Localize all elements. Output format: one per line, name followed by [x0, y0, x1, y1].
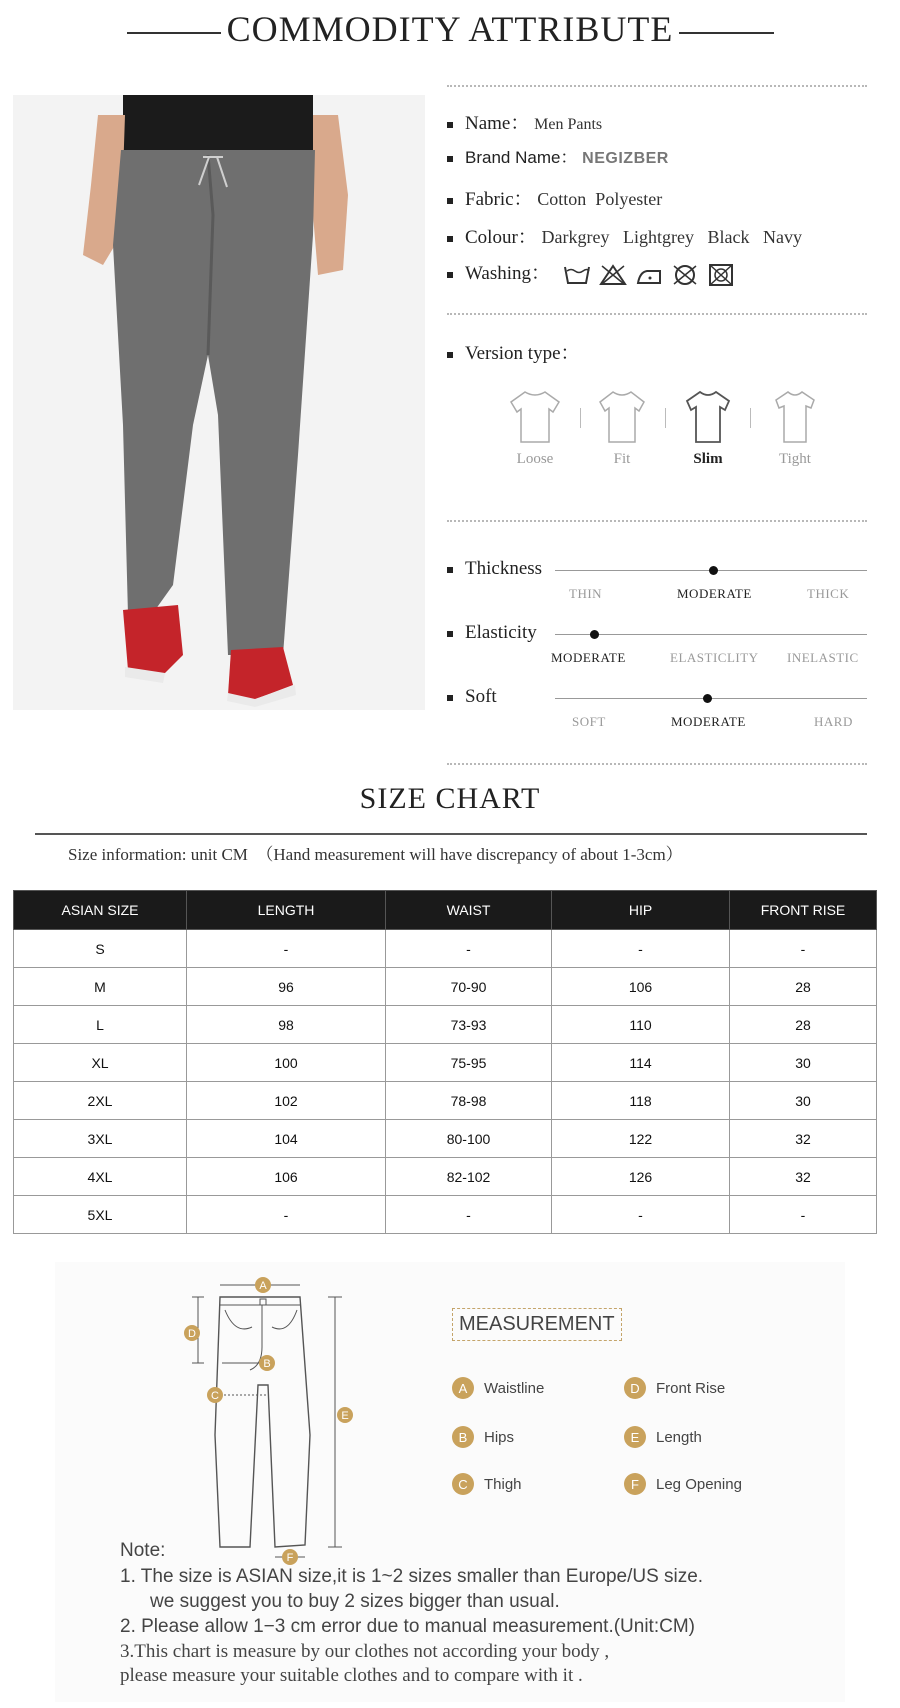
legend-hips: [452, 1426, 514, 1448]
no-tumble-dry-icon: [671, 263, 699, 287]
table-cell: 114: [552, 1044, 730, 1082]
elasticity-option: ELASTICLITY: [670, 650, 759, 665]
soft-option-selected: MODERATE: [671, 714, 746, 729]
diagram-letter: B: [263, 1358, 271, 1370]
thickness-option: THIN: [569, 586, 603, 601]
diagram-letter: C: [211, 1390, 219, 1402]
elasticity-indicator: [590, 630, 599, 639]
badge-d: D: [624, 1377, 646, 1399]
note-line-3b: please measure your suitable clothes and to compare with it .: [120, 1665, 583, 1686]
table-cell: 122: [552, 1120, 730, 1158]
dotted-divider: [447, 763, 867, 765]
badge-c: C: [452, 1473, 474, 1495]
thickness-indicator: [709, 566, 718, 575]
note-line-3: 3.This chart is measure by our clothes not according your body ,: [120, 1641, 610, 1662]
attr-washing-label: Washing：: [465, 263, 551, 284]
table-cell: L: [14, 1006, 187, 1044]
table-cell: 3XL: [14, 1120, 187, 1158]
table-cell: 106: [187, 1158, 386, 1196]
elasticity-option: INELASTIC: [787, 650, 859, 665]
legend-length: [624, 1426, 702, 1448]
legend-label: Length: [656, 1428, 702, 1446]
table-cell: -: [552, 930, 730, 968]
table-cell: 102: [187, 1082, 386, 1120]
legend-label: Hips: [484, 1428, 515, 1446]
table-row: [14, 1082, 877, 1120]
table-cell: XL: [14, 1044, 187, 1082]
version-type-options: [500, 388, 840, 488]
version-fit: [592, 388, 652, 468]
version-slim: [678, 388, 738, 468]
page-title: COMMODITY ATTRIBUTE: [221, 9, 680, 49]
soft-option: HARD: [814, 714, 853, 729]
column-header: FRONT RISE: [730, 891, 877, 930]
table-row: [14, 968, 877, 1006]
hand-wash-icon: [563, 263, 591, 287]
brand-logo-text: NEGIZBER: [582, 150, 669, 167]
table-cell: -: [730, 1196, 877, 1234]
table-cell: -: [730, 930, 877, 968]
table-cell: 5XL: [14, 1196, 187, 1234]
table-cell: 96: [187, 968, 386, 1006]
version-slim-label: Slim: [693, 451, 723, 467]
attr-name-value: Men Pants: [534, 116, 603, 133]
elasticity-track: [555, 634, 867, 635]
tshirt-icon: [594, 388, 650, 444]
table-cell: 70-90: [386, 968, 552, 1006]
badge-a: A: [452, 1377, 474, 1399]
attr-brand: [447, 143, 669, 168]
legend-thigh: [452, 1473, 522, 1495]
thickness-option-selected: MODERATE: [677, 586, 752, 601]
table-cell: 32: [730, 1158, 877, 1196]
table-cell: 80-100: [386, 1120, 552, 1158]
attr-brand-label: Brand Name：: [465, 148, 578, 167]
table-cell: -: [187, 1196, 386, 1234]
thickness-option: THICK: [807, 586, 850, 601]
table-cell: 118: [552, 1082, 730, 1120]
note-line-1: 1. The size is ASIAN size,it is 1~2 sizes smaller than Europe/US size.: [120, 1566, 704, 1587]
thickness-label: Thickness: [465, 558, 543, 579]
iron-icon: [635, 263, 663, 287]
version-tight-label: Tight: [779, 451, 811, 467]
legend-leg-opening: [624, 1473, 742, 1495]
column-header: LENGTH: [187, 891, 386, 930]
table-row: [14, 1158, 877, 1196]
legend-waistline: [452, 1377, 544, 1399]
note-line-2: 2. Please allow 1−3 cm error due to manual measurement.(Unit:CM): [120, 1616, 695, 1637]
table-cell: 98: [187, 1006, 386, 1044]
table-cell: 126: [552, 1158, 730, 1196]
size-chart-title: SIZE CHART: [359, 782, 541, 815]
table-row: [14, 1006, 877, 1044]
badge-e: E: [624, 1426, 646, 1448]
table-row: [14, 930, 877, 968]
attr-colour: [447, 222, 802, 249]
attr-fabric-label: Fabric：: [465, 189, 533, 210]
attr-colour-value: Darkgrey Lightgrey Black Navy: [541, 227, 802, 247]
table-cell: 2XL: [14, 1082, 187, 1120]
size-chart-rule: [35, 833, 867, 835]
version-type-text: Version type：: [465, 343, 580, 364]
table-row: [14, 1120, 877, 1158]
table-cell: 73-93: [386, 1006, 552, 1044]
badge-b: B: [452, 1426, 474, 1448]
diagram-letter: F: [286, 1552, 294, 1564]
no-bleach-icon: [599, 263, 627, 287]
soft-label: Soft: [465, 686, 497, 707]
attr-fabric: [447, 184, 662, 211]
table-cell: 78-98: [386, 1082, 552, 1120]
column-header: ASIAN SIZE: [14, 891, 187, 930]
legend-label: Front Rise: [656, 1379, 726, 1397]
soft-option: SOFT: [572, 714, 606, 729]
table-cell: S: [14, 930, 187, 968]
diagram-letter: D: [188, 1328, 196, 1340]
attr-name: [447, 108, 602, 135]
measurement-title: MEASUREMENT: [452, 1308, 622, 1341]
version-type-label: [447, 338, 580, 365]
table-cell: 100: [187, 1044, 386, 1082]
commodity-attribute-header: [0, 0, 900, 70]
table-cell: -: [187, 930, 386, 968]
table-cell: 75-95: [386, 1044, 552, 1082]
table-cell: 30: [730, 1044, 877, 1082]
size-table: [13, 890, 877, 1234]
badge-f: F: [624, 1473, 646, 1495]
table-row: [14, 1196, 877, 1234]
column-header: WAIST: [386, 891, 552, 930]
table-cell: 28: [730, 1006, 877, 1044]
table-cell: M: [14, 968, 187, 1006]
separator: [580, 408, 581, 428]
table-cell: -: [386, 930, 552, 968]
soft-indicator: [703, 694, 712, 703]
attr-colour-label: Colour：: [465, 227, 537, 248]
attr-name-label: Name：: [465, 113, 530, 134]
table-cell: 30: [730, 1082, 877, 1120]
column-header: HIP: [552, 891, 730, 930]
elasticity-label: Elasticity: [465, 622, 537, 643]
version-loose: [505, 388, 565, 468]
attr-washing: [447, 258, 735, 287]
note-line-1b: we suggest you to buy 2 sizes bigger than usual.: [150, 1591, 560, 1612]
thickness-scale: [447, 558, 867, 618]
version-tight: [765, 388, 825, 468]
separator: [750, 408, 751, 428]
elasticity-option-selected: MODERATE: [551, 650, 626, 665]
table-cell: 32: [730, 1120, 877, 1158]
dotted-divider: [447, 520, 867, 522]
table-cell: 110: [552, 1006, 730, 1044]
legend-label: Thigh: [484, 1475, 522, 1493]
table-cell: 82-102: [386, 1158, 552, 1196]
table-cell: 4XL: [14, 1158, 187, 1196]
attr-fabric-value: Cotton Polyester: [537, 189, 663, 209]
tshirt-icon: [680, 388, 736, 444]
product-photo: [13, 95, 425, 710]
table-cell: 104: [187, 1120, 386, 1158]
table-cell: -: [386, 1196, 552, 1234]
no-dry-clean-icon: [707, 263, 735, 287]
tshirt-icon: [507, 388, 563, 444]
version-fit-label: Fit: [613, 451, 631, 467]
legend-front-rise: [624, 1377, 725, 1399]
diagram-letter: A: [259, 1280, 267, 1292]
dotted-divider: [447, 313, 867, 315]
table-cell: 106: [552, 968, 730, 1006]
dotted-divider: [447, 85, 867, 87]
soft-scale: [447, 686, 867, 746]
size-table-header: [14, 891, 877, 930]
version-loose-label: Loose: [516, 451, 554, 467]
pants-measurement-diagram: [180, 1275, 370, 1565]
legend-label: Leg Opening: [656, 1475, 742, 1493]
size-information: Size information: unit CM （Hand measurement will have discrepancy of about 1-3cm）: [68, 845, 683, 864]
note-heading: Note:: [120, 1540, 166, 1561]
elasticity-scale: [447, 622, 867, 682]
table-cell: 28: [730, 968, 877, 1006]
table-row: [14, 1044, 877, 1082]
legend-label: Waistline: [484, 1379, 545, 1397]
table-cell: -: [552, 1196, 730, 1234]
diagram-letter: E: [341, 1410, 349, 1422]
tshirt-icon: [767, 388, 823, 444]
separator: [665, 408, 666, 428]
